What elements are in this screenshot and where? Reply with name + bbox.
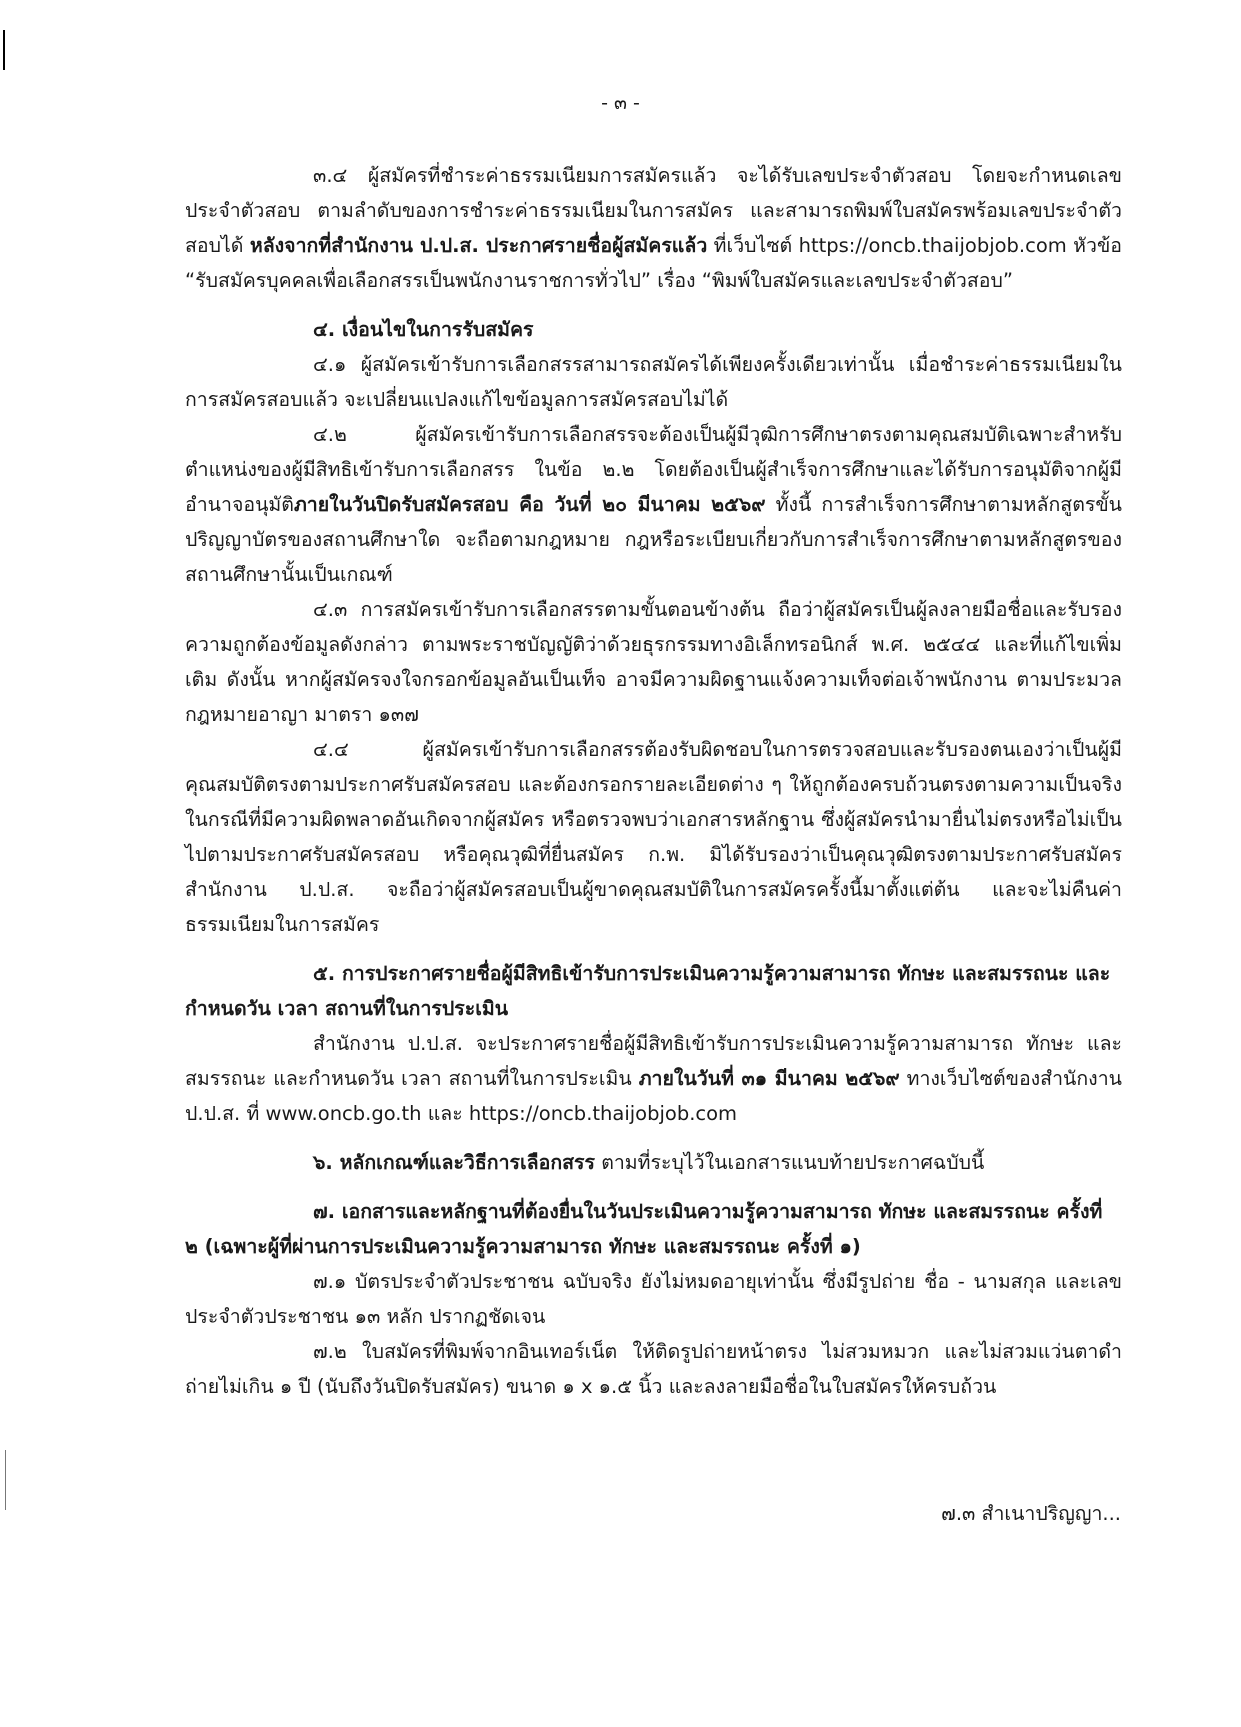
document-body [185, 158, 1122, 1404]
text: ทั้งนี้ การสำเร็จการศึกษาตามหลักสูตรขั้นปริญญาบัตรของสถานศึกษาใด จะถือตามกฎหมาย กฎหรือระเบียบเกี่ยวกับการสำเร็จการศึกษาตามหลักสูตรของสถานศึกษานั้นเป็นเกณฑ์ [185, 493, 1122, 586]
paragraph-7-1: ๗.๑ บัตรประจำตัวประชาชน ฉบับจริง ยังไม่หมดอายุเท่านั้น ซึ่งมีรูปถ่าย ชื่อ - นามสกุล และเลขประจำตัวประชาชน ๑๓ หลัก ปรากฏชัดเจน [185, 1270, 1122, 1328]
paragraph-4-1: ๔.๑ ผู้สมัครเข้ารับการเลือกสรรสามารถสมัครได้เพียงครั้งเดียวเท่านั้น เมื่อชำระค่าธรรมเนียมในการสมัครสอบแล้ว จะเปลี่ยนแปลงแก้ไขข้อมูลการสมัครสอบไม่ได้ [185, 353, 1122, 411]
heading-6: ๖. หลักเกณฑ์และวิธีการเลือกสรร [313, 1151, 595, 1174]
paragraph-6 [185, 1145, 1122, 1180]
paragraph-7-2: ๗.๒ ใบสมัครที่พิมพ์จากอินเทอร์เน็ต ให้ติดรูปถ่ายหน้าตรง ไม่สวมหมวก และไม่สวมแว่นตาดำ ถ่ายไม่เกิน ๑ ปี (นับถึงวันปิดรับสมัคร) ขนาด ๑ x ๑.๕ นิ้ว และลงลายมือชื่อในใบสมัครให้ครบถ้วน [185, 1340, 1122, 1398]
heading-4: ๔. เงื่อนไขในการรับสมัคร [313, 318, 534, 341]
continuation-note: ๗.๓ สำเนาปริญญา... [941, 1502, 1121, 1525]
paragraph-3-4 [185, 158, 1122, 298]
text: ๓.๔ ผู้สมัครที่ชำระค่าธรรมเนียมการสมัครแล้ว จะได้รับเลขประจำตัวสอบ โดยจะกำหนดเลขประจำตัวสอบ ตามลำดับของการชำระค่าธรรมเนียมในการสมัคร และสามารถพิมพ์ใบสมัครพร้อมเลขประจำตัวสอบได้ [185, 164, 1122, 257]
scan-edge-mark [5, 1450, 6, 1510]
scan-edge-mark [3, 30, 5, 70]
text: ที่เว็บไซต์ https://oncb.thaijobjob.com หัวข้อ “รับสมัครบุคคลเพื่อเลือกสรรเป็นพนักงานราชการทั่วไป” เรื่อง “พิมพ์ใบสมัครและเลขประจำตัวสอบ” [185, 234, 1122, 292]
bold-text: ภายในวันที่ ๓๑ มีนาคม ๒๕๖๙ [638, 1067, 900, 1090]
text: ตามที่ระบุไว้ในเอกสารแนบท้ายประกาศฉบับนี้ [595, 1151, 985, 1174]
text: ทางเว็บไซต์ของสำนักงาน ป.ป.ส. ที่ www.oncb.go.th และ https://oncb.thaijobjob.com [185, 1067, 1122, 1125]
heading-7: ๗. เอกสารและหลักฐานที่ต้องยื่นในวันประเมินความรู้ความสามารถ ทักษะ และสมรรถนะ ครั้งที่ ๒ (เฉพาะผู้ที่ผ่านการประเมินความรู้ความสามารถ ทักษะ และสมรรถนะ ครั้งที่ ๑) [185, 1200, 1103, 1258]
bold-text: ภายในวันปิดรับสมัครสอบ คือ วันที่ ๒๐ มีนาคม ๒๕๖๙ [293, 493, 766, 516]
paragraph-5 [185, 1026, 1122, 1131]
text: สำนักงาน ป.ป.ส. จะประกาศรายชื่อผู้มีสิทธิเข้ารับการประเมินความรู้ความสามารถ ทักษะ และสมรรถนะ และกำหนดวัน เวลา สถานที่ในการประเมิน [185, 1032, 1122, 1090]
paragraph-4-4: ๔.๔ ผู้สมัครเข้ารับการเลือกสรรต้องรับผิดชอบในการตรวจสอบและรับรองตนเองว่าเป็นผู้มีคุณสมบัติตรงตามประกาศรับสมัครสอบ และต้องกรอกรายละเอียดต่าง ๆ ให้ถูกต้องครบถ้วนตรงตามความเป็นจริงในกรณีที่มีความผิดพลาดอันเกิดจากผู้สมัคร หรือตรวจพบว่าเอกสารหลักฐาน ซึ่งผู้สมัครนำมายื่นไม่ตรงหรือไม่เป็นไปตามประกาศรับสมัครสอบ หรือคุณวุฒิที่ยื่นสมัคร ก.พ. มิได้รับรองว่าเป็นคุณวุฒิตรงตามประกาศรับสมัคร สำนักงาน ป.ป.ส. จะถือว่าผู้สมัครสอบเป็นผู้ขาดคุณสมบัติในการสมัครครั้งนี้มาตั้งแต่ต้น และจะไม่คืนค่าธรรมเนียมในการสมัคร [185, 738, 1122, 936]
paragraph-4-2 [185, 417, 1122, 592]
bold-text: หลังจากที่สำนักงาน ป.ป.ส. ประกาศรายชื่อผู้สมัครแล้ว [249, 234, 708, 257]
page-number: - ๓ - [601, 92, 640, 114]
heading-5: ๕. การประกาศรายชื่อผู้มีสิทธิเข้ารับการประเมินความรู้ความสามารถ ทักษะ และสมรรถนะ และกำหนดวัน เวลา สถานที่ในการประเมิน [185, 962, 1111, 1020]
text: ๔.๒ ผู้สมัครเข้ารับการเลือกสรรจะต้องเป็นผู้มีวุฒิการศึกษาตรงตามคุณสมบัติเฉพาะสำหรับตำแหน่งของผู้มีสิทธิเข้ารับการเลือกสรร ในข้อ ๒.๒ โดยต้องเป็นผู้สำเร็จการศึกษาและได้รับการอนุมัติจากผู้มีอำนาจอนุมัติ [185, 423, 1122, 516]
paragraph-4-3: ๔.๓ การสมัครเข้ารับการเลือกสรรตามขั้นตอนข้างต้น ถือว่าผู้สมัครเป็นผู้ลงลายมือชื่อและรับรองความถูกต้องข้อมูลดังกล่าว ตามพระราชบัญญัติว่าด้วยธุรกรรมทางอิเล็กทรอนิกส์ พ.ศ. ๒๕๔๔ และที่แก้ไขเพิ่มเติม ดังนั้น หากผู้สมัครจงใจกรอกข้อมูลอันเป็นเท็จ อาจมีความผิดฐานแจ้งความเท็จต่อเจ้าพนักงาน ตามประมวลกฎหมายอาญา มาตรา ๑๓๗ [185, 598, 1122, 726]
